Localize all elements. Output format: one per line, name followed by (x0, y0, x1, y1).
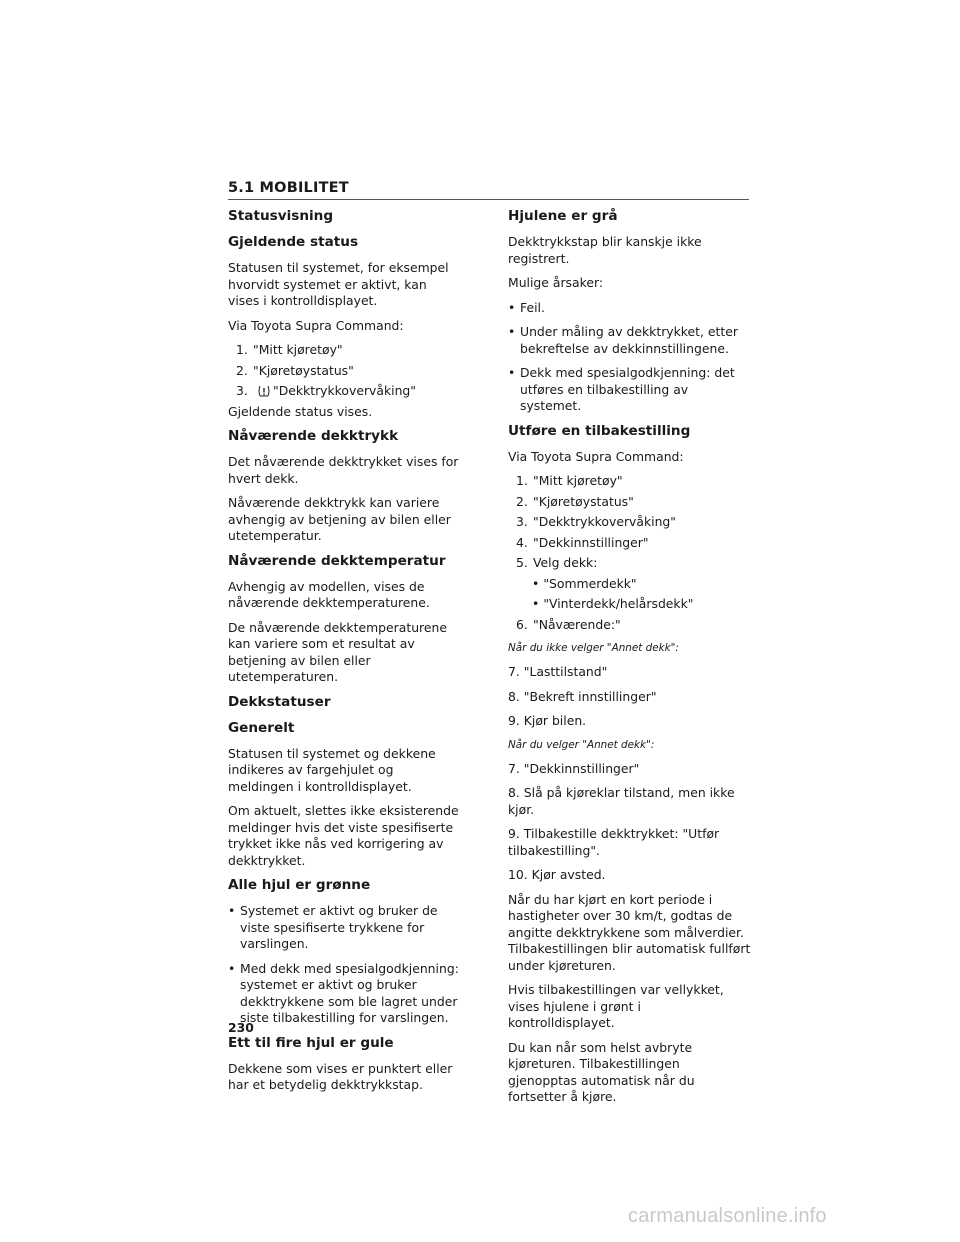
tire-option-summer: • "Sommerdekk" (532, 575, 637, 591)
section-title: 5.1 MOBILITET (228, 180, 349, 196)
reset-steps-list (508, 473, 751, 572)
paragraph-general-2: Om aktuelt, slettes ikke eksisterende meldinger hvis det viste spesifiserte trykket ikke nås ved korrigering av dekktrykket. (228, 803, 459, 868)
list-item (508, 514, 751, 531)
subheading-other-tire: Når du velger "Annet dekk": (508, 738, 655, 751)
step-number: 2. (236, 362, 248, 378)
list-item: • Feil. (508, 300, 751, 317)
paragraph-causes: Mulige årsaker: (508, 275, 603, 290)
list-item: • Under måling av dekktrykket, etter bekreftelse av dekkinnstillingene. (508, 324, 751, 357)
heading-grey: Hjulene er grå (508, 208, 618, 224)
paragraph-status-shown: Gjeldende status vises. (228, 403, 373, 419)
paragraph-pressure-2: Nåværende dekktrykk kan variere avhengig av betjening av bilen eller utetemperatur. (228, 495, 451, 543)
step-number: 4. (516, 534, 528, 550)
section-divider (228, 199, 749, 200)
paragraph-temperature-1: Avhengig av modellen, vises de nåværende dekktemperaturene. (228, 578, 430, 610)
list-item: • Dekk med spesialgodkjenning: det utføres en tilbakestilling av systemet. (508, 365, 751, 415)
step-text: "Dekktrykkovervåking" (533, 514, 677, 529)
step-number: 3. (516, 514, 528, 529)
bullet-text: Med dekk med spesialgodkjenning: systemet er aktivt og bruker dekktrykkene som ble lagret under siste tilbakestilling for varslingen. (240, 960, 459, 1025)
step-number: 1. (236, 342, 248, 357)
step-text: "Kjøretøystatus" (533, 493, 634, 509)
list-item (228, 383, 460, 400)
bullet-text: Feil. (520, 299, 545, 315)
paragraph-abort: Du kan når som helst avbryte kjøreturen. Tilbakestillingen gjenopptas automatisk når du fortsetter å kjøre. (508, 1039, 695, 1104)
page-number: 230 (228, 1020, 254, 1035)
step-text: "Mitt kjøretøy" (533, 473, 623, 488)
paragraph-general-1: Statusen til systemet og dekkene indikeres av fargehjulet og meldingen i kontrolldisplayet. (228, 745, 436, 794)
list-item (508, 555, 751, 572)
step-10: 10. Kjør avsted. (508, 867, 606, 882)
paragraph-pressure-1: Det nåværende dekktrykket vises for hvert dekk. (228, 454, 459, 486)
heading-current-pressure: Nåværende dekktrykk (228, 428, 399, 444)
heading-tire-statuses: Dekkstatuser (228, 693, 331, 710)
step-text: "Dekktrykkovervåking" (273, 383, 417, 398)
status-steps-list (228, 342, 460, 400)
list-item (508, 473, 751, 490)
bullet-text: Systemet er aktivt og bruker de viste spesifiserte trykkene for varslingen. (240, 903, 438, 951)
list-item (228, 342, 460, 359)
heading-general: Generelt (228, 719, 295, 736)
step-text: "Mitt kjøretøy" (253, 342, 343, 357)
step-number: 2. (516, 493, 528, 509)
tire-option-winter: • "Vinterdekk/helårsdekk" (532, 596, 694, 611)
heading-status-display: Statusvisning (228, 208, 334, 224)
list-item: • Med dekk med spesialgodkjenning: systemet er aktivt og bruker dekktrykkene som ble lagret under siste tilbakestilling for varslingen. (228, 960, 459, 1025)
paragraph-current-status: Statusen til systemet, for eksempel hvorvidt systemet er aktivt, kan vises i kontrolldisplayet. (228, 260, 449, 308)
causes-bullet-list (508, 300, 751, 415)
paragraph-temperature-2: De nåværende dekktemperaturene kan variere som et resultat av betjening av bilen eller utetemperaturen. (228, 619, 447, 684)
step-text: Velg dekk: (533, 555, 598, 570)
paragraph-grey: Dekktrykkstap blir kanskje ikke registrert. (508, 234, 702, 266)
list-item (228, 363, 460, 380)
paragraph-via-command: Via Toyota Supra Command: (228, 317, 404, 333)
list-item (508, 535, 751, 552)
right-column (508, 208, 751, 1114)
heading-current-status: Gjeldende status (228, 234, 359, 250)
heading-current-temperature: Nåværende dekktemperatur (228, 552, 446, 569)
option-text: "Vinterdekk/helårsdekk" (543, 596, 694, 611)
option-text: "Sommerdekk" (543, 575, 637, 591)
bullet-text: Dekk med spesialgodkjenning: det utføres en tilbakestilling av systemet. (520, 365, 735, 413)
green-bullet-list (228, 903, 460, 1027)
bullet-text: Under måling av dekktrykket, etter bekreftelse av dekkinnstillingene. (520, 324, 738, 356)
paragraph-drive: Når du har kjørt en kort periode i hastigheter over 30 km/t, godtas de angitte dekktrykkene som målverdier. Tilbakestillingen blir automatisk fullført under kjøreturen. (508, 891, 751, 973)
step-text: "Kjøretøystatus" (253, 362, 354, 378)
step-9b: 9. Tilbakestille dekktrykket: "Utfør tilbakestilling". (508, 826, 720, 858)
list-item (508, 494, 751, 511)
paragraph-success: Hvis tilbakestillingen var vellykket, vises hjulene i grønt i kontrolldisplayet. (508, 982, 724, 1030)
watermark: carmanualsonline.info (628, 1205, 827, 1227)
left-column (228, 208, 460, 1102)
step-number: 3. (236, 383, 248, 398)
tire-pressure-warning-icon (257, 385, 271, 397)
list-item: • Systemet er aktivt og bruker de viste spesifiserte trykkene for varslingen. (228, 903, 460, 953)
step-8b: 8. Slå på kjøreklar tilstand, men ikke kjør. (508, 785, 735, 817)
reset-steps-list-cont (508, 617, 751, 634)
step-text: "Dekkinnstillinger" (533, 534, 649, 550)
step-7b: 7. "Dekkinnstillinger" (508, 760, 640, 776)
step-number: 1. (516, 473, 528, 488)
heading-all-green: Alle hjul er grønne (228, 877, 371, 893)
heading-perform-reset: Utføre en tilbakestilling (508, 422, 691, 439)
step-number: 6. (516, 616, 528, 632)
step-7a: 7. "Lasttilstand" (508, 664, 608, 679)
step-text: "Nåværende:" (533, 616, 621, 632)
step-number: 5. (516, 555, 528, 570)
paragraph-via-command: Via Toyota Supra Command: (508, 448, 684, 464)
subheading-not-other-tire: Når du ikke velger "Annet dekk": (508, 642, 679, 654)
heading-yellow: Ett til fire hjul er gule (228, 1034, 394, 1051)
paragraph-yellow: Dekkene som vises er punktert eller har et betydelig dekktrykkstap. (228, 1060, 453, 1092)
step-9a: 9. Kjør bilen. (508, 713, 587, 728)
step-8a: 8. "Bekreft innstillinger" (508, 688, 657, 704)
list-item (508, 617, 751, 634)
